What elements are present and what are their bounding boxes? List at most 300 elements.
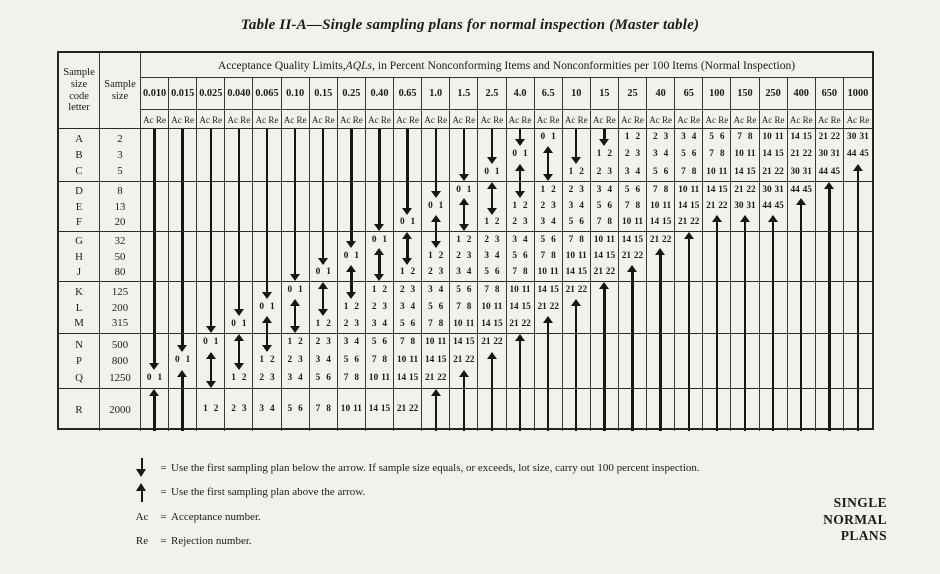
acre-cell-M-0.40: 3 4: [371, 318, 388, 329]
arrow-shaft: [703, 389, 730, 431]
arrow-shaft: [563, 129, 590, 146]
acre-cell-H-4.0: 5 6: [512, 250, 528, 261]
arrow-shaft: [675, 265, 702, 281]
aql-column-0.040: [225, 129, 253, 181]
ac-re-subheader: Ac Re: [450, 110, 478, 130]
arrow-shaft: [731, 370, 758, 388]
code-letter-H: H: [75, 250, 83, 263]
arrow-shaft: [760, 232, 787, 248]
aql-column-650: [816, 334, 844, 388]
arrow-shaft: [788, 248, 815, 264]
ac-re-subheader: Ac Re: [478, 110, 506, 130]
arrow-shaft: [366, 182, 393, 198]
ac-re-subheader: Ac Re: [169, 110, 197, 130]
aql-column-header-0.25: 0.25: [338, 78, 366, 109]
acre-cell-A-650: 21 22: [818, 132, 841, 143]
aql-column-400: [788, 232, 816, 281]
aql-column-650: [816, 182, 844, 231]
arrow-shaft: [225, 146, 252, 163]
row-group-ghj: [59, 231, 872, 281]
master-table: [57, 51, 874, 430]
aql-column-1000: [844, 182, 872, 231]
up-arrow-icon: [507, 164, 534, 181]
ac-re-subheader: Ac Re: [197, 110, 225, 130]
aql-column-100: [703, 129, 731, 181]
arrow-shaft: [225, 129, 252, 146]
legend-row-up-arrow: [128, 483, 700, 502]
aql-column-0.65: [394, 334, 422, 388]
ac-re-subheader: Ac Re: [225, 110, 253, 130]
acre-cell-D-65: 10 11: [678, 184, 700, 195]
acre-cell-C-65: 7 8: [681, 166, 697, 177]
arrow-shaft: [225, 215, 252, 231]
aql-column-40: [647, 334, 675, 388]
aql-column-1.0: [422, 334, 450, 388]
code-letter-C: C: [75, 165, 83, 177]
arrow-shaft: [788, 352, 815, 370]
arrow-shaft: [788, 316, 815, 333]
aql-column-header-0.010: 0.010: [141, 78, 169, 109]
arrow-shaft: [197, 232, 224, 248]
aql-column-0.10: [282, 182, 310, 231]
aql-column-4.0: [507, 182, 535, 231]
acre-cell-F-2.5: 1 2: [484, 217, 500, 228]
acre-cell-Q-0.065: 2 3: [259, 373, 275, 384]
legend-text-re: Rejection number.: [171, 535, 252, 547]
arrow-shaft: [647, 282, 674, 299]
aql-column-0.010: [141, 282, 169, 333]
acre-cell-K-0.65: 2 3: [399, 284, 416, 295]
arrow-shaft: [450, 146, 477, 163]
arrow-shaft: [816, 334, 843, 352]
acre-cell-A-250: 10 11: [762, 132, 784, 143]
acre-cell-L-1.0: 5 6: [428, 301, 444, 312]
aql-column-15: [591, 334, 619, 388]
arrow-shaft: [788, 265, 815, 281]
acre-cell-P-0.40: 7 8: [371, 355, 388, 366]
ac-re-subheader: Ac Re: [253, 110, 281, 130]
acre-cell-N-0.10: 1 2: [287, 337, 303, 348]
sample-size-G: 32: [114, 235, 126, 248]
aql-column-header-4.0: 4.0: [507, 78, 535, 109]
arrow-shaft: [703, 248, 730, 264]
code-letter-column: [59, 232, 100, 281]
aql-column-0.15: [310, 282, 338, 333]
code-letter-A: A: [75, 133, 83, 145]
acre-cell-E-150: 30 31: [734, 200, 756, 211]
arrow-shaft: [394, 164, 421, 181]
sample-size-M: 315: [111, 317, 129, 330]
up-arrow-icon: [169, 370, 196, 388]
arrow-shaft: [478, 389, 505, 431]
arrow-shaft: [507, 352, 534, 370]
down-arrow-icon: [197, 316, 224, 333]
corner-label: SINGLE NORMAL PLANS: [823, 495, 887, 544]
arrow-shaft: [197, 248, 224, 264]
code-letter-column: [59, 334, 100, 388]
arrow-shaft: [788, 334, 815, 352]
aql-column-6.5: [535, 389, 563, 431]
aql-column-400: [788, 334, 816, 388]
arrow-shaft: [760, 265, 787, 281]
acre-cell-J-0.15: 0 1: [315, 267, 331, 278]
aql-column-10: [563, 232, 591, 281]
acre-cell-E-6.5: 2 3: [540, 200, 556, 211]
arrow-shaft: [253, 146, 280, 163]
down-arrow-icon: [422, 232, 449, 248]
plan-cells: [141, 282, 872, 333]
arrow-shaft: [675, 248, 702, 264]
arrow-shaft: [141, 299, 168, 316]
arrow-shaft: [844, 232, 872, 248]
aql-column-0.65: [394, 129, 422, 181]
aql-banner: Acceptance Quality Limits, AQLs , in Percent Nonconforming Items and Nonconformities per 100 Items (Normal Inspection): [141, 53, 872, 78]
arrow-shaft: [619, 389, 646, 431]
acre-cell-K-2.5: 7 8: [484, 284, 500, 295]
acre-cell-B-250: 14 15: [762, 149, 784, 160]
up-arrow-icon: [788, 198, 815, 214]
down-arrow-icon: [282, 316, 309, 333]
aql-column-header-0.065: 0.065: [253, 78, 281, 109]
down-arrow-icon: [225, 352, 252, 370]
acre-cell-P-0.25: 5 6: [343, 355, 359, 366]
down-arrow-icon: [310, 248, 337, 264]
down-arrow-icon: [225, 299, 252, 316]
aql-column-0.65: [394, 282, 422, 333]
acre-cell-G-10: 7 8: [568, 234, 584, 245]
aql-column-400: [788, 182, 816, 231]
aql-column-0.065: [253, 182, 281, 231]
aql-column-1000: [844, 232, 872, 281]
code-letter-F: F: [75, 215, 82, 228]
arrow-shaft: [338, 182, 365, 198]
acre-cell-P-0.15: 3 4: [315, 355, 331, 366]
acre-cell-Q-0.15: 5 6: [315, 373, 331, 384]
arrow-shaft: [535, 334, 562, 352]
acre-cell-B-40: 3 4: [653, 149, 669, 160]
acre-cell-E-100: 21 22: [706, 200, 728, 211]
equals-sign: =: [160, 510, 167, 523]
arrow-shaft: [225, 164, 252, 181]
acre-cell-B-150: 10 11: [734, 149, 756, 160]
aql-column-40: [647, 389, 675, 431]
arrow-shaft: [703, 316, 730, 333]
code-letter-Q: Q: [75, 371, 83, 384]
aql-column-65: [675, 334, 703, 388]
arrow-shaft: [760, 370, 787, 388]
acre-cell-Q-1.0: 21 22: [424, 373, 447, 384]
aql-column-0.25: [338, 282, 366, 333]
aql-column-0.10: [282, 232, 310, 281]
aql-column-2.5: [478, 389, 506, 431]
aql-column-0.25: [338, 232, 366, 281]
arrow-shaft: [591, 334, 618, 352]
arrow-shaft: [169, 389, 196, 431]
aql-column-0.40: [366, 232, 394, 281]
acre-cell-L-1.5: 7 8: [456, 301, 472, 312]
acre-cell-B-15: 1 2: [596, 149, 612, 160]
acre-cell-R-0.025: 1 2: [203, 404, 219, 415]
equals-sign: =: [160, 461, 167, 474]
arrow-shaft: [197, 164, 224, 181]
up-arrow-icon: [563, 299, 590, 316]
arrow-shaft: [197, 282, 224, 299]
acre-cell-F-40: 14 15: [649, 217, 672, 228]
aql-column-100: [703, 334, 731, 388]
arrow-shaft: [788, 282, 815, 299]
arrow-shaft: [647, 389, 674, 431]
aql-column-header-15: 15: [591, 78, 619, 109]
arrow-shaft: [731, 248, 758, 264]
acre-cell-A-1000: 30 31: [847, 132, 869, 143]
arrow-shaft: [225, 265, 252, 281]
acre-cell-F-0.65: 0 1: [399, 217, 416, 228]
aql-column-400: [788, 129, 816, 181]
acre-cell-D-40: 7 8: [653, 184, 669, 195]
aql-column-15: [591, 232, 619, 281]
ac-re-subheader: Ac Re: [591, 110, 619, 130]
aql-column-0.25: [338, 334, 366, 388]
sample-size-H: 50: [114, 250, 126, 263]
aql-column-0.40: [366, 334, 394, 388]
sample-size-E: 13: [114, 200, 126, 213]
arrow-shaft: [703, 265, 730, 281]
arrow-shaft: [253, 182, 280, 198]
aql-column-0.015: [169, 182, 197, 231]
acre-cell-C-25: 3 4: [624, 166, 641, 177]
aql-column-header-0.040: 0.040: [225, 78, 253, 109]
aql-column-1.0: [422, 129, 450, 181]
aql-column-0.10: [282, 334, 310, 388]
acre-cell-R-0.65: 21 22: [396, 404, 419, 415]
arrow-shaft: [788, 370, 815, 388]
aql-column-0.025: [197, 129, 225, 181]
acre-cell-Q-0.40: 10 11: [368, 373, 391, 384]
arrow-shaft: [844, 299, 872, 316]
aql-column-1.0: [422, 389, 450, 431]
aql-value-header-row: [141, 78, 872, 110]
arrow-shaft: [253, 248, 280, 264]
aql-column-6.5: [535, 129, 563, 181]
arrow-shaft: [282, 215, 309, 231]
arrow-shaft: [816, 282, 843, 299]
arrow-shaft: [675, 334, 702, 352]
aql-column-header-250: 250: [760, 78, 788, 109]
row-group-abc: [59, 129, 872, 181]
acre-cell-D-1.5: 0 1: [456, 184, 472, 195]
ac-re-subheader: Ac Re: [366, 110, 394, 130]
acre-cell-G-4.0: 3 4: [512, 234, 528, 245]
arrow-shaft: [675, 282, 702, 299]
ac-re-subheader: Ac Re: [282, 110, 310, 130]
aql-column-0.40: [366, 389, 394, 431]
up-arrow-icon: [282, 299, 309, 316]
aql-column-1.5: [450, 182, 478, 231]
aql-column-0.15: [310, 232, 338, 281]
arrow-shaft: [169, 129, 196, 146]
acre-cell-C-2.5: 0 1: [484, 166, 500, 177]
arrow-shaft: [591, 299, 618, 316]
acre-cell-N-0.40: 5 6: [371, 337, 388, 348]
acre-cell-J-1.0: 2 3: [428, 267, 444, 278]
acre-cell-M-2.5: 14 15: [481, 318, 503, 329]
arrow-shaft: [310, 182, 337, 198]
down-arrow-icon: [141, 352, 168, 370]
acre-cell-L-0.065: 0 1: [259, 301, 275, 312]
aql-column-0.025: [197, 282, 225, 333]
aql-column-250: [760, 232, 788, 281]
code-letter-J: J: [76, 265, 82, 278]
arrow-shaft: [366, 146, 393, 163]
row-group-def: [59, 181, 872, 231]
aql-column-0.15: [310, 334, 338, 388]
code-letter-column: [59, 389, 100, 431]
acre-cell-H-1.0: 1 2: [428, 250, 444, 261]
arrow-shaft: [338, 164, 365, 181]
up-arrow-icon: [731, 215, 758, 231]
code-letter-G: G: [75, 235, 83, 248]
acre-cell-H-2.5: 3 4: [484, 250, 500, 261]
up-arrow-icon: [422, 389, 449, 431]
arrow-shaft: [225, 198, 252, 214]
acre-cell-E-15: 5 6: [596, 200, 612, 211]
up-arrow-icon: [394, 232, 421, 248]
arrow-shaft: [731, 334, 758, 352]
arrow-shaft: [310, 232, 337, 248]
aql-column-0.25: [338, 129, 366, 181]
acre-cell-K-0.40: 1 2: [371, 284, 388, 295]
sample-size-L: 200: [111, 301, 129, 314]
ac-re-subheader: Ac Re: [338, 110, 366, 130]
aql-column-4.0: [507, 282, 535, 333]
down-arrow-icon: [422, 182, 449, 198]
acre-cell-R-0.065: 3 4: [259, 404, 275, 415]
aql-column-250: [760, 129, 788, 181]
aql-column-2.5: [478, 282, 506, 333]
acre-cell-J-15: 21 22: [593, 267, 616, 278]
arrow-shaft: [535, 389, 562, 431]
arrow-shaft: [591, 352, 618, 370]
down-arrow-icon: [338, 232, 365, 248]
aql-column-25: [619, 282, 647, 333]
aql-column-650: [816, 282, 844, 333]
acre-cell-J-2.5: 5 6: [484, 267, 500, 278]
acre-cell-L-0.40: 2 3: [371, 301, 388, 312]
arrow-shaft: [563, 389, 590, 431]
aql-column-2.5: [478, 334, 506, 388]
aql-column-1000: [844, 129, 872, 181]
aql-column-0.065: [253, 129, 281, 181]
arrow-shaft: [253, 265, 280, 281]
acre-cell-E-250: 44 45: [762, 200, 784, 211]
arrow-shaft: [197, 265, 224, 281]
row-group-r: [59, 388, 872, 431]
aql-column-0.025: [197, 182, 225, 231]
aql-column-150: [731, 334, 759, 388]
acre-cell-D-400: 44 45: [790, 184, 812, 195]
aql-column-40: [647, 182, 675, 231]
code-letter-B: B: [75, 149, 83, 161]
acre-cell-A-100: 5 6: [709, 132, 725, 143]
acre-cell-K-10: 21 22: [565, 284, 587, 295]
aql-column-0.40: [366, 129, 394, 181]
acre-cell-K-4.0: 10 11: [509, 284, 531, 295]
aql-column-header-6.5: 6.5: [535, 78, 563, 109]
arrow-shaft: [675, 316, 702, 333]
ac-re-subheader: Ac Re: [535, 110, 563, 130]
acre-cell-P-0.65: 10 11: [397, 355, 419, 366]
aql-column-header-0.65: 0.65: [394, 78, 422, 109]
ac-re-subheader: Ac Re: [507, 110, 535, 130]
down-arrow-icon: [169, 334, 196, 352]
row-group-klm: [59, 281, 872, 333]
acre-cell-P-0.015: 0 1: [175, 355, 191, 366]
sample-size-D: 8: [117, 185, 123, 198]
acre-cell-C-10: 1 2: [568, 166, 584, 177]
acre-cell-R-0.040: 2 3: [231, 404, 247, 415]
sample-size-K: 125: [111, 285, 129, 298]
arrow-shaft: [253, 164, 280, 181]
arrow-shaft: [338, 129, 365, 146]
arrow-shaft: [816, 232, 843, 248]
acre-cell-N-0.25: 3 4: [343, 337, 359, 348]
aql-column-65: [675, 389, 703, 431]
arrow-shaft: [197, 129, 224, 146]
acre-cell-N-0.65: 7 8: [399, 337, 416, 348]
arrow-shaft: [703, 370, 730, 388]
up-arrow-icon: [478, 182, 505, 198]
arrow-shaft: [169, 248, 196, 264]
down-arrow-icon: [366, 215, 393, 231]
aql-column-header-10: 10: [563, 78, 591, 109]
aql-column-6.5: [535, 182, 563, 231]
arrow-shaft: [310, 129, 337, 146]
acre-cell-J-4.0: 7 8: [512, 267, 528, 278]
arrow-shaft: [169, 146, 196, 163]
arrow-shaft: [169, 282, 196, 299]
ac-symbol: Ac: [135, 510, 149, 523]
arrow-shaft: [282, 182, 309, 198]
arrow-shaft: [450, 389, 477, 431]
arrow-shaft: [169, 316, 196, 333]
code-letter-column: [59, 282, 100, 333]
arrow-shaft: [282, 129, 309, 146]
arrow-shaft: [844, 215, 872, 231]
acre-cell-G-0.40: 0 1: [371, 234, 388, 245]
arrow-shaft: [619, 316, 646, 333]
aql-column-25: [619, 182, 647, 231]
sample-size-B: 3: [117, 149, 123, 161]
aql-column-6.5: [535, 334, 563, 388]
arrow-shaft: [844, 182, 872, 198]
ac-re-subheader: Ac Re: [310, 110, 338, 130]
aql-column-header-1.0: 1.0: [422, 78, 450, 109]
arrow-shaft: [507, 389, 534, 431]
acre-cell-M-0.15: 1 2: [315, 318, 331, 329]
up-arrow-icon: [844, 164, 872, 181]
down-arrow-icon: [563, 146, 590, 163]
arrow-shaft: [675, 352, 702, 370]
aql-column-1.5: [450, 282, 478, 333]
ac-re-subheader: Ac Re: [141, 110, 169, 130]
aql-column-4.0: [507, 389, 535, 431]
acre-cell-J-0.65: 1 2: [399, 267, 416, 278]
aql-column-0.010: [141, 129, 169, 181]
aql-column-6.5: [535, 232, 563, 281]
aql-column-0.25: [338, 182, 366, 231]
arrow-shaft: [844, 352, 872, 370]
acre-cell-F-25: 10 11: [621, 217, 644, 228]
